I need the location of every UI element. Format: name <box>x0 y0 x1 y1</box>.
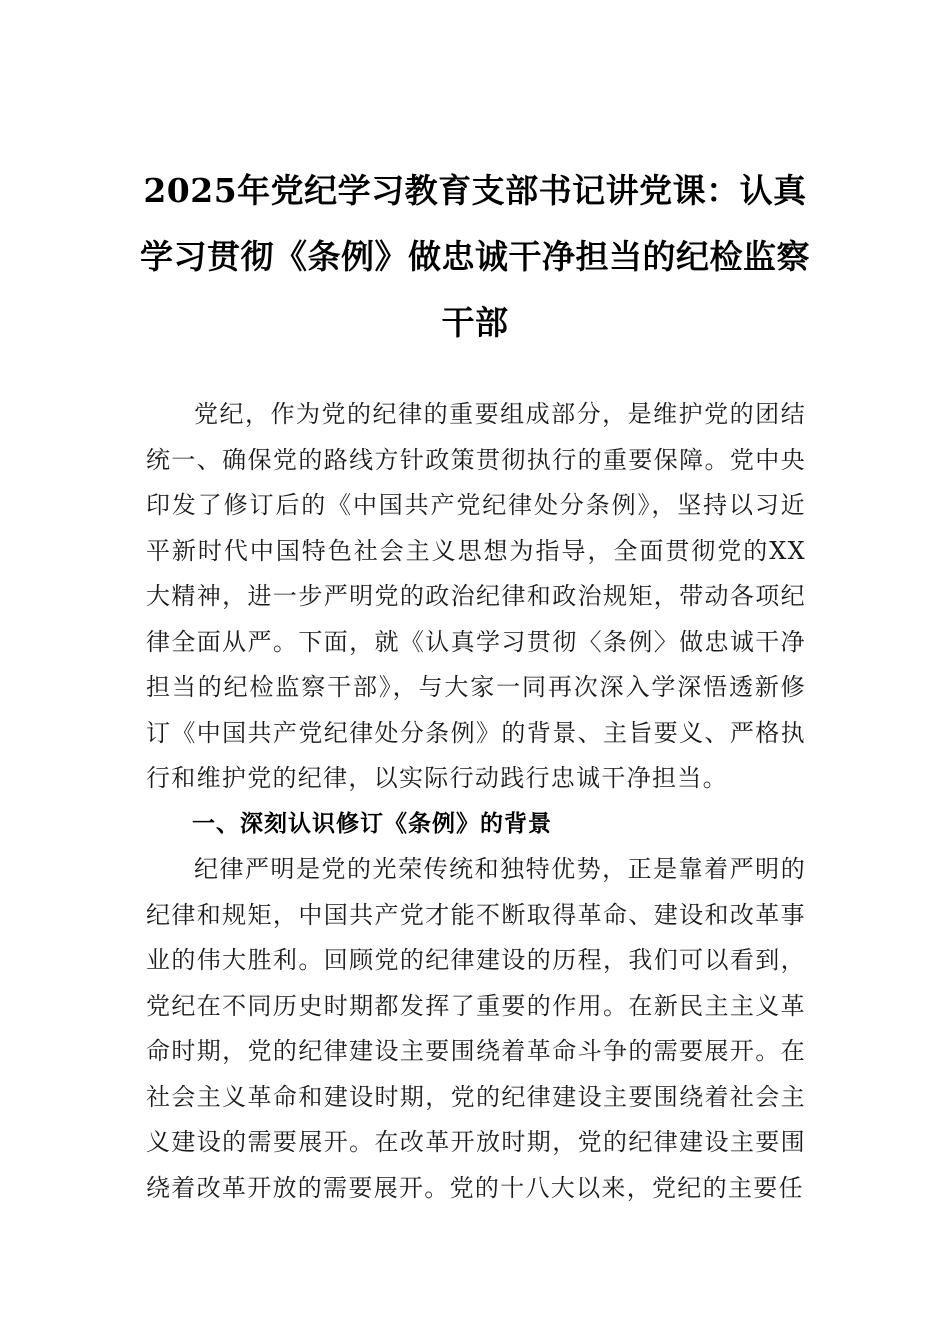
document-body <box>146 392 806 1211</box>
intro-paragraph: 党纪，作为党的纪律的重要组成部分，是维护党的团结统一、确保党的路线方针政策贯彻执行的重要保障。党中央印发了修订后的《中国共产党纪律处分条例》，坚持以习近平新时代中国特色社会主义思想为指导，全面贯彻党的XX大精神，进一步严明党的政治纪律和政治规矩，带动各项纪律全面从严。下面，就《认真学习贯彻〈条例〉做忠诚干净担当的纪检监察干部》，与大家一同再次深入学深悟透新修订《中国共产党纪律处分条例》的背景、主旨要义、严格执行和维护党的纪律，以实际行动践行忠诚干净担当。 <box>146 400 806 792</box>
document-title: 2025年党纪学习教育支部书记讲党课：认真学习贯彻《条例》做忠诚干净担当的纪检监察干部 <box>140 171 810 342</box>
section-heading-1: 一、深刻认识修订《条例》的背景 <box>192 810 552 837</box>
section-1-paragraph: 纪律严明是党的光荣传统和独特优势，正是靠着严明的纪律和规矩，中国共产党才能不断取得革命、建设和改革事业的伟大胜利。回顾党的纪律建设的历程，我们可以看到，党纪在不同历史时期都发挥了重要的作用。在新民主主义革命时期，党的纪律建设主要围绕着革命斗争的需要展开。在社会主义革命和建设时期，党的纪律建设主要围绕着社会主义建设的需要展开。在改革开放时期，党的纪律建设主要围绕着改革开放的需要展开。党的十八大以来，党纪的主要任 <box>146 855 806 1202</box>
